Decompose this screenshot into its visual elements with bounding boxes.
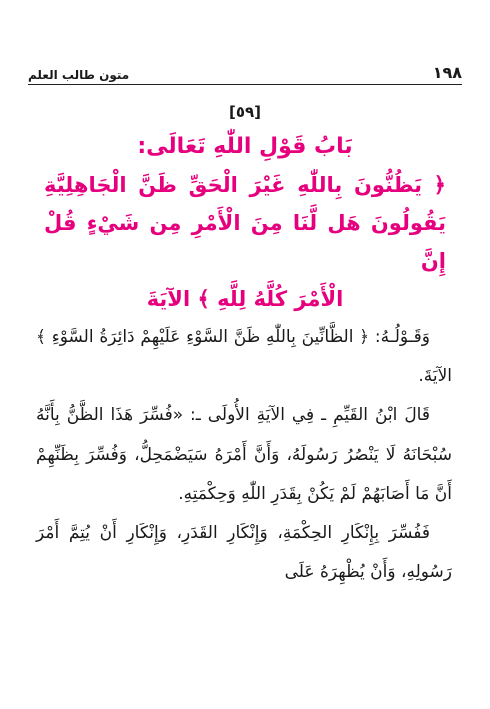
page-number: ١٩٨ (432, 63, 462, 82)
header-rule (28, 84, 462, 85)
verse-line: يَقُولُونَ هَل لَّنَا مِنَ الْأَمْرِ مِن شَيْءٍ قُلْ إِنَّ (44, 211, 446, 273)
paragraph: وَقَـوْلُـهُ: ﴿ الظَّانِّينَ بِاللّٰهِ ظَنَّ السَّوْءِ عَلَيْهِمْ دَائِرَةُ السَّوْءِ ﴾ الآيَةَ. (36, 327, 452, 387)
paragraph: فَفُسِّرَ بِإِنْكَارِ الحِكْمَةِ، وَإِنْكَارِ القَدَرِ، وَإِنْكَارِ أَنْ يُتِمَّ أَمْرَ رَسُولِهِ، وَأَنْ يُظْهِرَهُ عَلَى (36, 523, 452, 583)
body-text (36, 318, 452, 592)
chapter-number: [٥٩] (228, 103, 262, 121)
paragraph: قَالَ ابْنُ القَيِّمِ ـ فِي الآيَةِ الأُولَى ـ: «فُسِّرَ هَذَا الظَّنُّ بِأَنَّهُ سُبْحَانَهُ لَا يَنْصُرُ رَسُولَهُ، وَأَنَّ أَمْرَهُ سَيَضْمَحِلُّ، وَفُسِّرَ بِظَنِّهِمْ أَنَّ مَا أَصَابَهُمْ لَمْ يَكُنْ بِقَدَرِ اللّٰهِ وَحِكْمَتِهِ. (36, 405, 452, 504)
page-header (28, 56, 462, 82)
verse-line: الْأَمْرَ كُلَّهُ لِلَّهِ ﴾ الآيَةَ (146, 287, 344, 311)
chapter-title: بَابُ قَوْلِ اللّٰهِ تَعَالَى: (137, 134, 353, 159)
running-title: متون طالب العلم (28, 68, 130, 82)
chapter-heading (44, 128, 446, 318)
verse-line: ﴿ يَظُنُّونَ بِاللّٰهِ غَيْرَ الْحَقِّ ظَنَّ الْجَاهِلِيَّةِ (44, 173, 446, 197)
